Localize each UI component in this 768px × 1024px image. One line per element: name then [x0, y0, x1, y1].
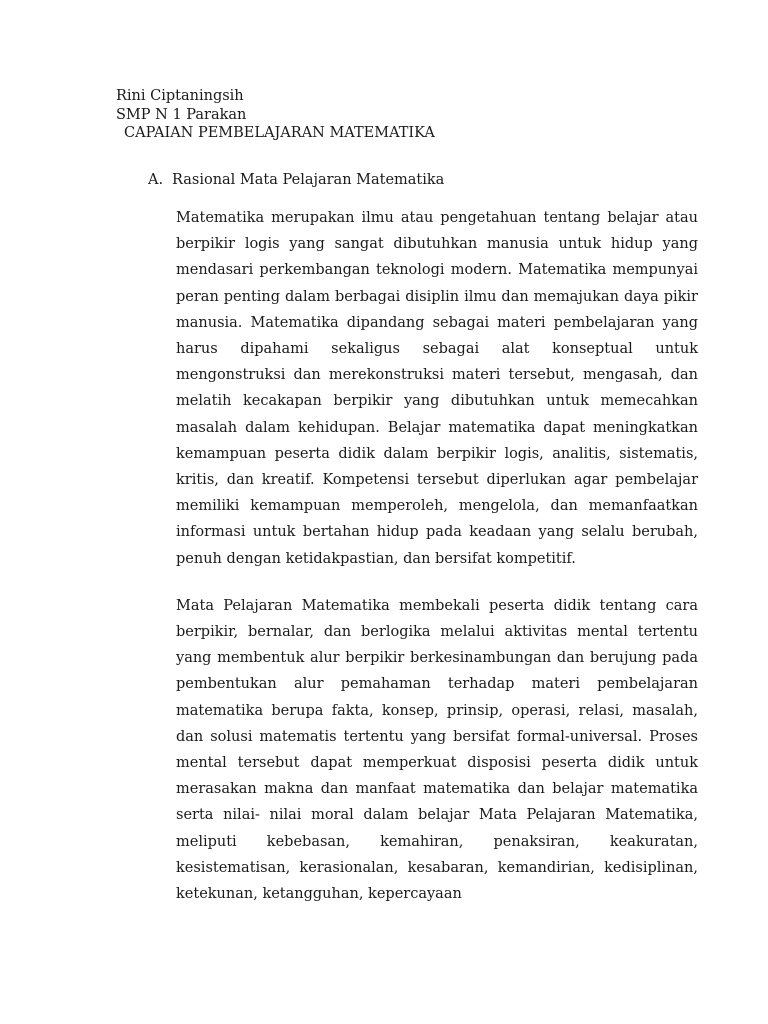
paragraph-1: Matematika merupakan ilmu atau pengetahuan tentang belajar atau berpikir logis yang sangat dibutuhkan manusia untuk hidup yang mendasari perkembangan teknologi modern. Matematika mempunyai peran penting dalam berbagai disiplin ilmu dan memajukan daya pikir manusia. Matematika dipandang sebagai materi pembelajaran yang harus dipahami sekaligus sebagai alat konseptual untuk mengonstruksi dan merekonstruksi materi tersebut, mengasah, dan melatih kecakapan berpikir yang dibutuhkan untuk memecahkan masalah dalam kehidupan. Belajar matematika dapat meningkatkan kemampuan peserta didik dalam berpikir logis, analitis, sistematis, kritis, dan kreatif. Kompetensi tersebut diperlukan agar pembelajar memiliki kemampuan memperoleh, mengelola, dan memanfaatkan informasi untuk bertahan hidup pada keadaan yang selalu berubah, penuh dengan ketidakpastian, dan bersifat kompetitif. [176, 210, 698, 567]
paragraph-2: Mata Pelajaran Matematika membekali peserta didik tentang cara berpikir, bernalar, dan berlogika melalui aktivitas mental tertentu yang membentuk alur berpikir berkesinambungan dan berujung pada pembentukan alur pemahaman terhadap materi pembelajaran matematika berupa fakta, konsep, prinsip, operasi, relasi, masalah, dan solusi matematis tertentu yang bersifat formal-universal. Proses mental tersebut dapat memperkuat disposisi peserta didik untuk merasakan makna dan manfaat matematika dan belajar matematika serta nilai- nilai moral dalam belajar Mata Pelajaran Matematika, meliputi kebebasan, kemahiran, penaksiran, keakuratan, kesistematisan, kerasionalan, kesabaran, kemandirian, kedisiplinan, ketekunan, ketangguhan, kepercayaan [176, 597, 698, 903]
document-header [116, 87, 435, 143]
document-body [176, 205, 698, 928]
section-title: Rasional Mata Pelajaran Matematika [172, 172, 445, 188]
document-title: CAPAIAN PEMBELAJARAN MATEMATIKA [124, 125, 435, 141]
section-heading [148, 172, 444, 188]
author-name: Rini Ciptaningsih [116, 88, 244, 104]
section-letter: A. [148, 172, 164, 188]
school-name: SMP N 1 Parakan [116, 106, 247, 123]
